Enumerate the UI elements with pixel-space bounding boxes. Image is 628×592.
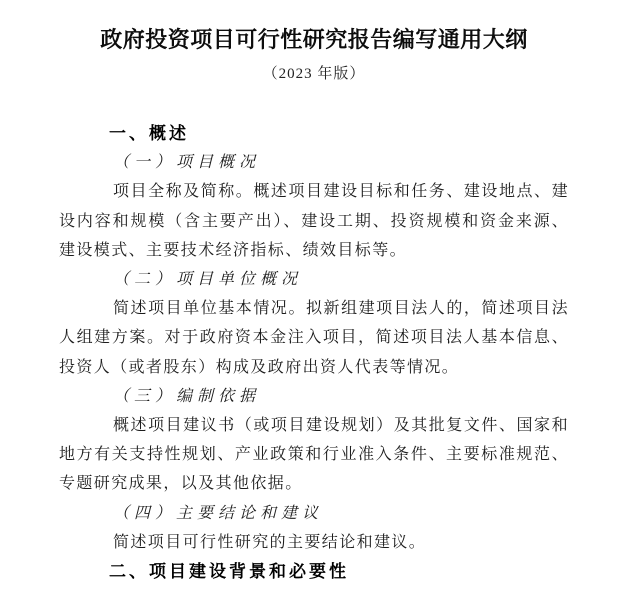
- subsection-1-1-heading: （一）项目概况: [113, 154, 261, 172]
- subsection-1-4-heading: （四）主要结论和建议: [113, 504, 324, 522]
- section-1-heading: 一、概述: [109, 124, 189, 143]
- subsection-1-3-paragraph: 概述项目建议书（或项目建设规划）及其批复文件、国家和地方有关支持性规划、产业政策和行业准入条件、主要标准规范、专题研究成果，以及其他依据。: [59, 417, 569, 493]
- subsection-1-3-heading: （三）编制依据: [113, 387, 261, 405]
- section-2-heading: 二、项目建设背景和必要性: [109, 562, 349, 582]
- document-edition: （2023 年版）: [262, 66, 366, 82]
- document-title: 政府投资项目可行性研究报告编写通用大纲: [100, 27, 528, 52]
- subsection-1-2-paragraph: 简述项目单位基本情况。拟新组建项目法人的，简述项目法人组建方案。对于政府资本金注入项目，简述项目法人基本信息、投资人（或者股东）构成及政府出资人代表等情况。: [59, 300, 569, 376]
- subsection-1-4-paragraph: 简述项目可行性研究的主要结论和建议。: [113, 533, 427, 551]
- document-body: [59, 119, 569, 586]
- subsection-1-2-heading: （二）项目单位概况: [113, 271, 303, 289]
- subsection-1-1-paragraph: 项目全称及简称。概述项目建设目标和任务、建设地点、建设内容和规模（含主要产出）、建设工期、投资规模和资金来源、建设模式、主要技术经济指标、绩效目标等。: [59, 183, 569, 259]
